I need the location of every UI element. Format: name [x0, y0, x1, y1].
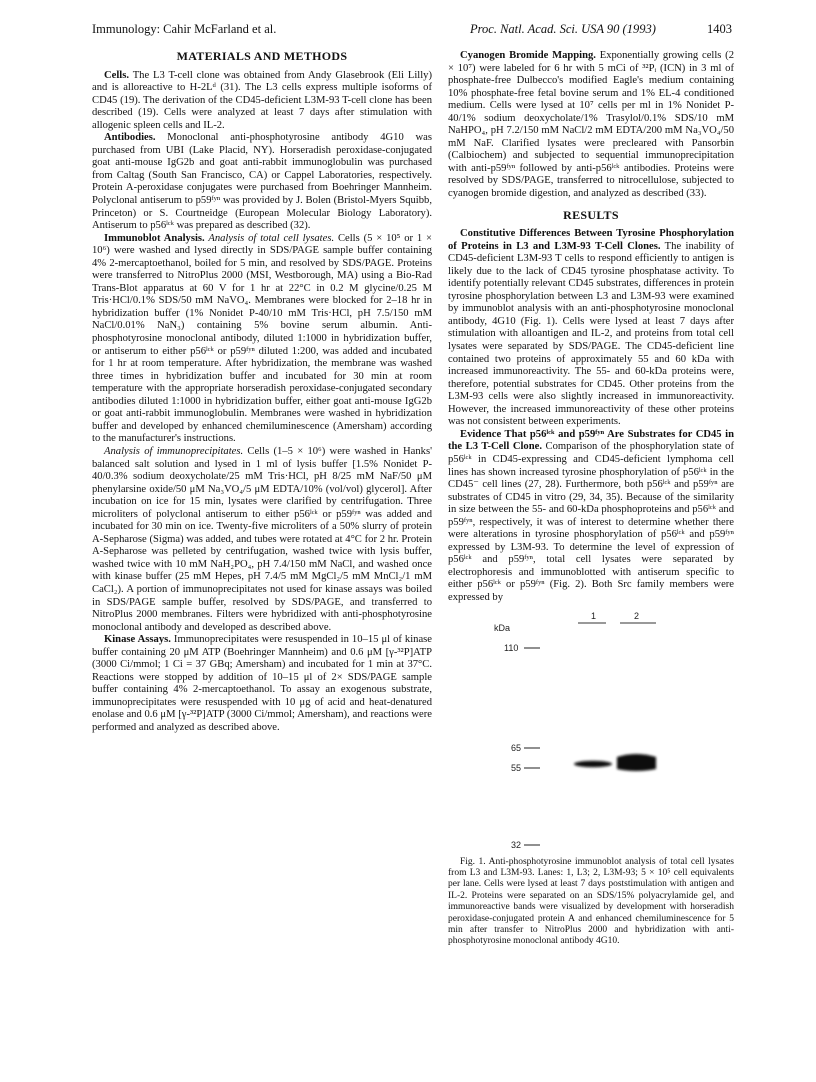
cnbr-paragraph: [448, 50, 734, 201]
kinase-heading: Kinase Assays.: [104, 634, 171, 646]
antibodies-heading: Antibodies.: [104, 132, 156, 144]
page-number: 1403: [707, 22, 732, 36]
immunoblot-image: [448, 607, 734, 857]
results-subheading-1: Constitutive Differences Between Tyrosine Phosphorylation of Proteins in L3 and L3M-93 T-Cell Clones.: [448, 228, 734, 252]
results-paragraph-2: [448, 429, 734, 605]
figure-1: [448, 607, 734, 947]
immunoprecipitates-subheading: Analysis of immunoprecipitates.: [104, 445, 244, 457]
immunoblot-text: Cells (5 × 10⁵ or 1 × 10⁶) were washed and lysed directly in SDS/PAGE sample buffer containing 4% 2-mercaptoethanol, boiled for 5 min, and resolved by SDS/PAGE. Proteins were transferred to NitroPlus 2000 (MSI, Westborough, MA) using a Bio-Rad Trans-Blot apparatus at 60 V for 1 hr at 22°C in 0.2 M glycine/0.25 M Tris·HCl/0.1% SDS/50 mM NaVO₄. Membranes were blocked for 2–18 hr in hybridization buffer (1% Nonidet P-40/10 mM Tris·HCl, pH 7.5/150 mM NaCl/0.01% NaN₃) containing 5% bovine serum albumin. Anti-phosphotyrosine monoclonal antibody, diluted 1:1000 in hybridization buffer, or antiserum to either p56ˡᶜᵏ or p59ᶠʸⁿ diluted 1:200, was added and incubated for 1 hr at room temperature. After hybridization, the membrane was washed three times in hybridization buffer and incubated for 30 min at room temperature with the appropriate horseradish peroxidase-conjugated secondary antibodies diluted 1:1000 in hybridization buffer, either goat anti-mouse IgG2b or goat anti-rabbit immunoglobulin. Membranes were washed in hybridization buffer and developed by enhanced chemiluminescence (Amersham) according to the manufacturer's instructions.: [92, 232, 432, 445]
methods-heading: MATERIALS AND METHODS: [176, 49, 348, 63]
right-column: [448, 50, 735, 947]
cells-text: The L3 T-cell clone was obtained from Andy Glasebrook (Eli Lilly) and is alloreactive to H-2Lᵈ (31). The L3 cells express multiple isoforms of CD45 (19). The derivation of the CD45-deficient L3M-93 T-cell clone has been described (19). Cells were analyzed at least 7 days after stimulation with allogenic spleen cells and IL-2.: [92, 69, 432, 131]
results-subheading-2: Evidence That p56ˡᶜᵏ and p59ᶠʸⁿ Are Substrates for CD45 in the L3 T-Cell Clone.: [448, 428, 734, 453]
left-column: [92, 50, 432, 735]
running-head: Immunology: Cahir McFarland et al.: [92, 22, 277, 36]
results-text-1: The inability of CD45-deficient L3M-93 T cells to respond efficiently to antigen is likely due to the lack of CD45 tyrosine phosphatase activity. To identify potentially relevant CD45 substrates, differences in protein tyrosine phosphorylation between L3 and L3M-93 were examined by immunoblot analysis with an anti-phosphotyrosine monoclonal antibody, 4G10 (Fig. 1). Cells were lysed at least 7 days after stimulation with alloantigen and IL-2, and proteins from total cell lysates were separated by SDS/PAGE. The CD45-deficient line contained two proteins of approximately 55 and 60 kDa with increased immunoreactivity. The 55- and 60-kDa proteins were, therefore, potential substrates for CD45. Other proteins from the L3M-93 cells were also slightly increased in immunoreactivity. However, the increased immunoreactivity of these other proteins was not consistent between experiments.: [448, 240, 735, 428]
cells-heading: Cells.: [104, 69, 130, 81]
immunoblot-heading: Immunoblot Analysis.: [104, 232, 205, 244]
immunoblot-paragraph: [92, 233, 432, 446]
lane-2-label: 2: [634, 610, 640, 621]
results-heading: RESULTS: [563, 207, 619, 222]
results-text-2: Comparison of the phosphorylation state of p56ˡᶜᵏ in CD45-expressing and CD45-deficient lymphoma cell lines has shown increased tyrosine phosphorylation of p56ˡᶜᵏ in the CD45⁻ cell lines (27, 28). Furthermore, both p56ˡᶜᵏ and p59ᶠʸⁿ are substrates of CD45 in vitro (29, 34, 35). Because of the similarity in size between the 55- and 60-kDa phosphoproteins and p56ˡᶜᵏ and p59ᶠʸⁿ, respectively, it was of interest to determine whether there were alterations in tyrosine phosphorylation of p56ˡᶜᵏ and p59ᶠʸⁿ expressed by L3M-93. To determine the level of expression of p56ˡᶜᵏ and p59ᶠʸⁿ, total cell lysates were separated by electrophoresis and immunoblotted with antiserum specific to either p56ˡᶜᵏ or p59ᶠʸⁿ (Fig. 2). Both Src family members were expressed by: [448, 441, 735, 603]
antibodies-text: Monoclonal anti-phosphotyrosine antibody 4G10 was purchased from UBI (Lake Placid, NY). Horseradish peroxidase-conjugated goat anti-mouse IgG2b and goat anti-rabbit immunoglobulin was purchased from Caltag (South San Francisco, CA) or Cappel Laboratories, respectively. Protein A-peroxidase conjugates were purchased from Boehringer Mannheim. Polyclonal antiserum to p59ᶠʸⁿ was provided by J. Bolen (Bristol-Myers Squibb, Princeton) or S. Courtneidge (European Molecular Biology Laboratory). Antiserum to p56ˡᶜᵏ was prepared as described (32).: [92, 132, 432, 232]
results-paragraph-1: [448, 228, 734, 429]
kda-label: kDa: [494, 622, 511, 633]
lane-1-label: 1: [591, 610, 597, 621]
journal-citation: Proc. Natl. Acad. Sci. USA 90 (1993): [470, 22, 656, 36]
kinase-paragraph: [92, 634, 432, 734]
antibodies-paragraph: [92, 132, 432, 232]
marker-32-label: 32: [511, 839, 522, 850]
figure-caption: Fig. 1. Anti-phosphotyrosine immunoblot analysis of total cell lysates from L3 and L3M-93. Lanes: 1, L3; 2, L3M-93; 5 × 10⁵ cell equivalents per lane. Cells were lysed at least 7 days poststimulation with antigen and IL-2. Proteins were separated on an SDS/15% polyacrylamide gel, and immunoreactive bands were visualized by development with horseradish peroxidase-conjugated protein A and enhanced chemiluminescence for 5 min after transfer to NitroPlus 2000 and hybridization with anti-phosphotyrosine monoclonal antibody 4G10.: [448, 856, 734, 947]
marker-110-label: 110: [504, 642, 519, 653]
kinase-text: Immunoprecipitates were resuspended in 10–15 μl of kinase buffer containing 20 μM ATP (Boehringer Mannheim) and 0.6 μM [γ-³²P]ATP (3000 Ci/mmol; 1 Ci = 37 GBq; Amersham) and incubated for 1 min at 37°C. Reactions were stopped by addition of 10–15 μl of 2× SDS/PAGE sample buffer containing 4% 2-mercaptoethanol. To assay an exogenous substrate, immunoprecipitates were resuspended with 10 μg of acid and heat-denatured enolase and 0.6 μM [γ-³²P]ATP (3000 Ci/mmol; Amersham), and reactions were performed and analyzed as described above.: [92, 634, 432, 733]
figure-caption-wrap: [448, 847, 734, 948]
marker-55-label: 55: [511, 762, 522, 773]
cnbr-text: Exponentially growing cells (2 × 10⁷) were labeled for 6 hr with 5 mCi of ³²Pᵢ (ICN) in 3 ml of phosphate-free Dulbecco's modified Eagle's medium containing 10% phosphate-free fetal bovine serum and 1% EL-4 conditioned medium. Cells were lysed at 10⁷ cells per ml in 1% Nonidet P-40/1% sodium deoxycholate/1% Trasylol/0.1% SDS/10 mM NaHPO₄, pH 7.2/150 mM NaCl/2 mM EDTA/200 mM Na₃VO₄/50 mM NaF. Clarified lysates were precleared with Pansorbin (Calbiochem) and subjected to sequential immunoprecipitation with anti-p59ᶠʸⁿ followed by anti-p56ˡᶜᵏ antibodies. Proteins were resolved by SDS/PAGE, transferred to nitrocellulose, subjected to cyanogen bromide digestion, and analyzed as described (33).: [448, 50, 734, 200]
immunoblot-subheading: Analysis of total cell lysates.: [204, 232, 335, 244]
lane-2-band-55-60kda: [617, 754, 656, 771]
immunoprecipitates-text: Cells (1–5 × 10⁶) were washed in Hanks' balanced salt solution and lysed in 1 ml of lysis buffer [1.5% Nonidet P-40/0.3% sodium deoxycholate/25 mM Tris·HCl, pH 8/25 mM NaF/50 μM phenylarsine oxide/50 μM Na₃VO₄/5 μM EDTA/10% (vol/vol) glycerol]. After incubation on ice for 15 min, lysates were clarified by centrifugation. Three microliters of polyclonal antiserum to either p56ˡᶜᵏ or p59ᶠʸⁿ was added and incubated for 30 min on ice. Twenty-five microliters of a 50% slurry of protein A-Sepharose (Sigma) was added, and tubes were rotated at 4°C for 2 hr. Protein A-Sepharose was pelleted by centrifugation, washed twice with lysis buffer, washed twice with 10 mM NaH₂PO₄, pH 7.4/150 mM NaCl, and washed once with kinase buffer (25 mM Hepes, pH 7.4/5 mM MgCl₂/5 mM MnCl₂/1 mM CaCl₂). A portion of immunoprecipitates not used for kinase assays was boiled in SDS/PAGE sample buffer, resolved by SDS/PAGE, and transferred to NitroPlus 2000 membranes. Filters were hybridized with anti-phosphotyrosine monoclonal antibody and developed as described above.: [92, 445, 432, 633]
marker-65-label: 65: [511, 742, 522, 753]
cells-paragraph: [92, 70, 432, 133]
immunoprecipitates-paragraph: [92, 446, 432, 634]
lane-1-band-55kda: [574, 760, 612, 766]
journal-header: [470, 22, 732, 36]
cnbr-heading: Cyanogen Bromide Mapping.: [460, 50, 596, 61]
